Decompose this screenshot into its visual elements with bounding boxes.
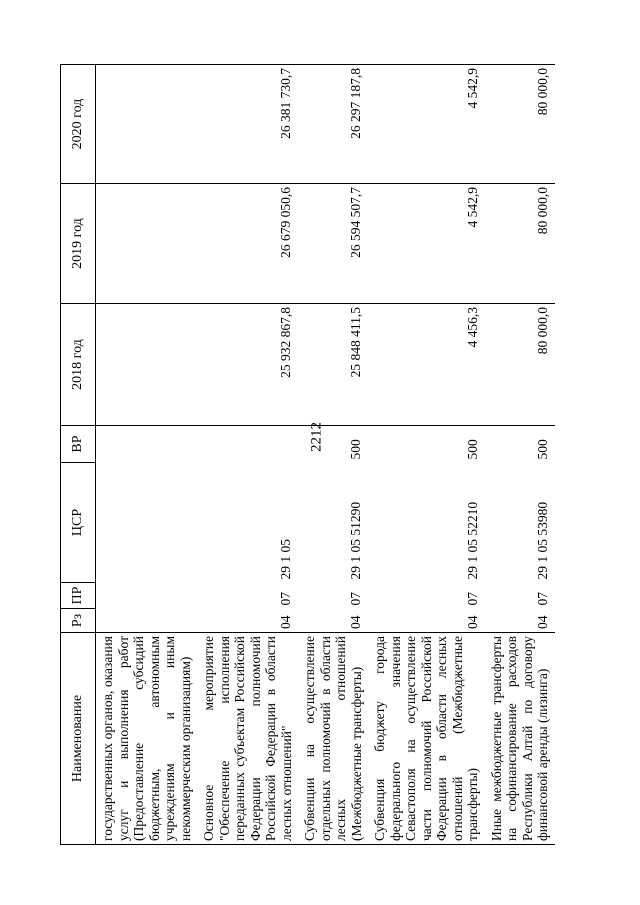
row-name: Субвенция бюджету города федерального значения Севастополя на осуществление части полномочий Российской Федерации в области лесных отношений (Межбюджетные трансферты): [368, 633, 485, 845]
row-2020: 80 000,0: [485, 65, 555, 184]
row-name: Основное мероприятие "Обеспечение исполнения переданных субъектам Российской Федерации полномочий Российской Федерации в области лесных отношений": [197, 633, 298, 845]
table-row: [485, 65, 555, 845]
row-pr: 07: [348, 592, 363, 606]
header-vr: ВР: [61, 426, 96, 463]
header-rz: Рз: [61, 609, 96, 633]
row-2019: 4 542,9: [368, 184, 485, 304]
table-row: [298, 65, 368, 845]
row-name: государственных органов, оказания услуг и выполнения работ (Предоставление субсидий бюджетным, автономным учреждениям и иным некоммерческим организациям): [96, 633, 198, 845]
row-csr: 29 1 05: [278, 539, 293, 580]
document-page: 2212 Наименование Рз ПР ЦСР ВР 2018 год 2019 год 2020 год государственных органов, оказания услуг и выполнения работ (Предоставление субсидий бюджетным, автономным учреждениям и иным некоммерческим организациям) Основное мероприятие "Обеспечение исполнения переданных субъектам Российской Федерации полномочий Российской Федерации в области лесных отношений" 04 07 29 1 05 25 932 867,8 26 679 050,6 26 381 730,7 Субвенции на осуществление отдельных полномочий в области лесных отношений (Межбюджетные трансферты) 04 07 29 1 05 51290 500 25 848 411,5 26 594 507,7 26 297 187,8 Субвенция бюджету города федерального значения Севастополя на осуществление части полномочий Российской Федерации в области лесных отношений (Межбюджетные трансферты) 04 07 29 1 05 52210 500 4 456,3 4 542,9 4 542,9 Иные межбюджетные трансферты на софинансирование расходов Республики Алтай по договору финансовой аренды (лизинга) 04 07 29 1 05 53980 500 80 000,0 80 000,0 80 000,0: [0, 0, 640, 905]
header-2018: 2018 год: [61, 304, 96, 426]
row-rz: 04: [534, 615, 550, 629]
header-csr: ЦСР: [61, 463, 96, 583]
row-pr: 07: [464, 592, 480, 606]
header-2019: 2019 год: [61, 184, 96, 304]
row-csr: [96, 463, 198, 583]
header-pr: ПР: [61, 583, 96, 609]
row-2019: 80 000,0: [485, 184, 555, 304]
table-header-row: [61, 65, 96, 845]
row-name: Иные межбюджетные трансферты на софинансирование расходов Республики Алтай по договору финансовой аренды (лизинга): [485, 633, 555, 845]
budget-table: [60, 64, 555, 845]
row-csr: 29 1 05 53980: [534, 501, 550, 580]
row-2019: 26 594 507,7: [298, 184, 368, 304]
row-2020: 4 542,9: [368, 65, 485, 184]
table-row: [368, 65, 485, 845]
budget-table-container: [60, 65, 595, 845]
row-2018: 25 932 867,8: [197, 304, 298, 426]
row-name: Субвенции на осуществление отдельных полномочий в области лесных отношений (Межбюджетные трансферты): [298, 633, 368, 845]
table-row: [197, 65, 298, 845]
row-vr: [96, 426, 198, 463]
row-2019: [96, 184, 198, 304]
row-vr: 500: [534, 439, 550, 460]
row-2018: [96, 304, 198, 426]
row-pr: [96, 583, 198, 609]
row-rz: 04: [278, 615, 293, 629]
row-vr: 500: [348, 439, 363, 460]
row-rz: [96, 609, 198, 633]
row-csr: 29 1 05 51290: [348, 501, 363, 580]
table-row: [96, 65, 198, 845]
row-pr: 07: [534, 592, 550, 606]
row-2020: 26 297 187,8: [298, 65, 368, 184]
row-pr: 07: [278, 592, 293, 606]
row-2018: 25 848 411,5: [298, 304, 368, 426]
row-rz: 04: [348, 615, 363, 629]
row-2018: 80 000,0: [485, 304, 555, 426]
header-2020: 2020 год: [61, 65, 96, 184]
row-2020: [96, 65, 198, 184]
row-vr: 500: [464, 439, 480, 460]
row-csr: 29 1 05 52210: [464, 501, 480, 580]
header-name: Наименование: [61, 633, 96, 845]
row-2019: 26 679 050,6: [197, 184, 298, 304]
row-rz: 04: [464, 615, 480, 629]
row-2020: 26 381 730,7: [197, 65, 298, 184]
row-2018: 4 456,3: [368, 304, 485, 426]
row-vr: [197, 426, 298, 463]
